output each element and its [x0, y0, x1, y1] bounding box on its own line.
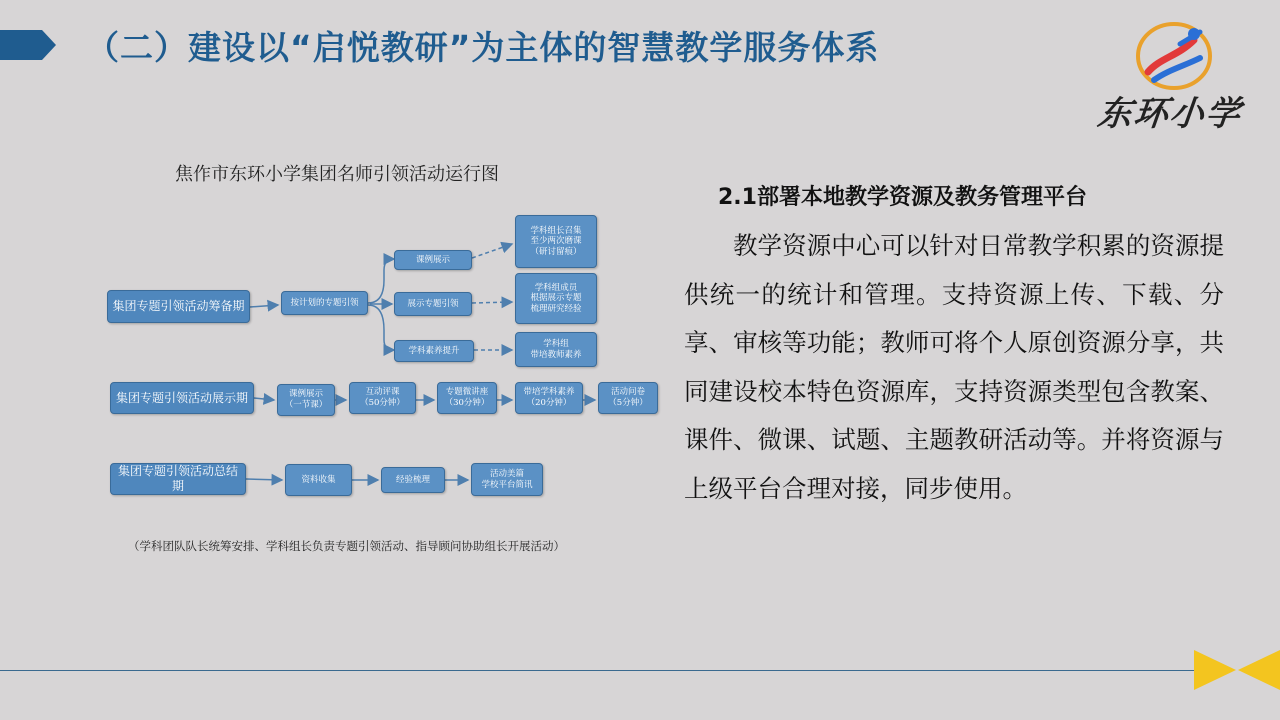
connector-line [250, 305, 278, 307]
phase-box-summary: 集团专题引领活动总结期 [110, 463, 246, 495]
connector-line [246, 479, 282, 480]
show-step-box: 带培学科素养 （20分钟） [515, 382, 583, 414]
diagram-title: 焦作市东环小学集团名师引领活动运行图 [175, 164, 499, 185]
logo-text: 东环小学 [1095, 94, 1244, 134]
prep-center-box: 按计划的专题引领 [281, 291, 368, 315]
show-step-box: 课例展示 （一节课） [277, 384, 335, 416]
footer-divider [0, 670, 1200, 671]
connector-line [472, 302, 512, 303]
connector-line [368, 259, 394, 303]
summary-step-box: 资料收集 [285, 464, 352, 496]
summary-step-box: 经验梳理 [381, 467, 445, 493]
prep-detail-box: 学科组 带培教师素养 [515, 332, 597, 367]
connector-line [368, 305, 394, 350]
phase-box-prep: 集团专题引领活动筹备期 [107, 290, 250, 323]
prep-branch-box: 展示专题引领 [394, 292, 472, 316]
prep-branch-box: 课例展示 [394, 250, 472, 270]
corner-triangles-icon [1192, 648, 1280, 692]
phase-box-show: 集团专题引领活动展示期 [110, 382, 254, 414]
prep-branch-box: 学科素养提升 [394, 340, 474, 362]
page-title: （二）建设以“启悦教研”为主体的智慧教学服务体系 [86, 28, 880, 67]
connector-line [254, 398, 274, 400]
section-body: 教学资源中心可以针对日常教学积累的资源提供统一的统计和管理。支持资源上传、下载、分享、审核等功能；教师可将个人原创资源分享，共同建设校本特色资源库，支持资源类型包含教案、课件、微课、试题、主题教研活动等。并将资源与上级平台合理对接，同步使用。 [684, 231, 1224, 503]
section-heading: 2.1部署本地教学资源及教务管理平台 [718, 185, 1087, 210]
prep-detail-box: 学科组成员 根据展示专题 梳理研究经验 [515, 273, 597, 324]
summary-step-box: 活动美篇 学校平台简讯 [471, 463, 543, 496]
show-step-box: 活动问卷 （5分钟） [598, 382, 658, 414]
diagram-note: （学科团队队长统筹安排、学科组长负责专题引领活动、指导顾问协助组长开展活动） [128, 539, 565, 553]
connector-line [472, 244, 512, 258]
show-step-box: 专题微讲座 （30分钟） [437, 382, 497, 414]
show-step-box: 互动评课 （50分钟） [349, 382, 416, 414]
prep-detail-box: 学科组长召集 至少两次磨课 （研讨留痕） [515, 215, 597, 268]
